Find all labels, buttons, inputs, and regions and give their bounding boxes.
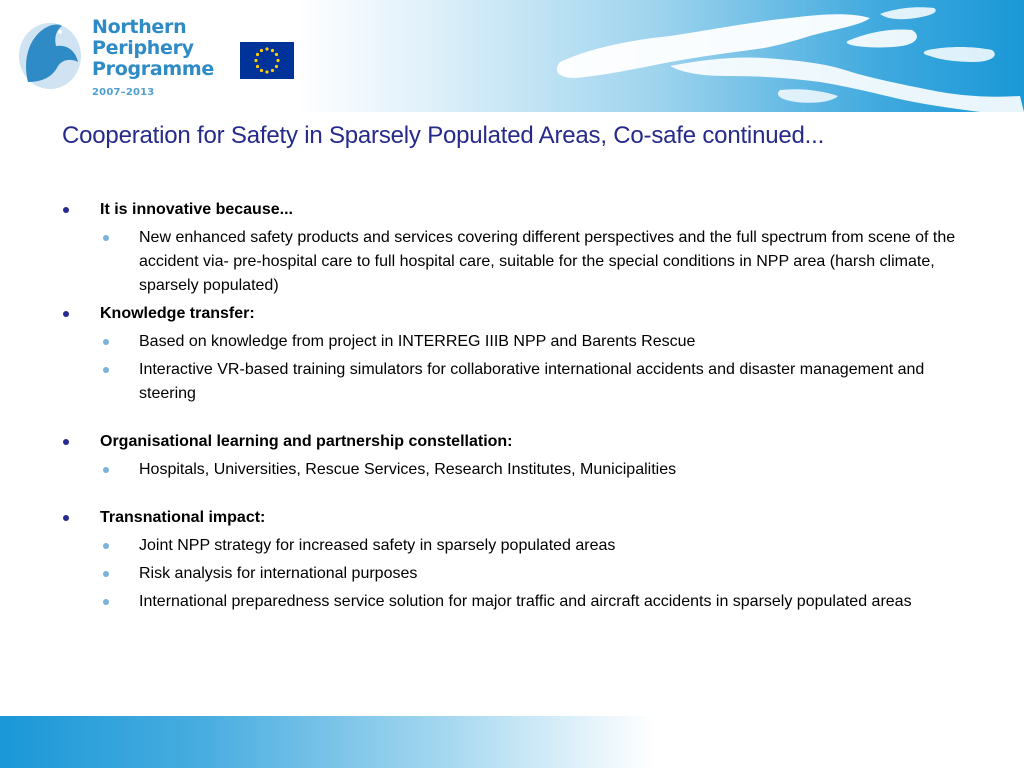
section-knowledge-transfer — [60, 302, 980, 406]
bullet-heading: Organisational learning and partnership constellation: — [60, 430, 980, 454]
footer-bar — [0, 716, 1024, 768]
npp-bird-logo-icon — [16, 12, 90, 94]
bullet-content — [60, 198, 980, 618]
npp-logo — [16, 12, 216, 104]
sub-bullet: Risk analysis for international purposes — [60, 562, 980, 586]
section-transnational-impact — [60, 506, 980, 614]
section-innovative — [60, 198, 980, 298]
bullet-heading: Knowledge transfer: — [60, 302, 980, 326]
page-title: Cooperation for Safety in Sparsely Populated Areas, Co-safe continued... — [62, 122, 825, 149]
sub-bullet: Hospitals, Universities, Rescue Services, Research Institutes, Municipalities — [60, 458, 980, 482]
europe-map-icon — [520, 0, 1024, 112]
logo-wordmark-line3: Programme — [92, 58, 214, 80]
sub-bullet: Interactive VR-based training simulators for collaborative international accidents and disaster management and steering — [60, 358, 980, 406]
section-organisational-learning — [60, 430, 980, 482]
sub-bullet: Based on knowledge from project in INTERREG IIIB NPP and Barents Rescue — [60, 330, 980, 354]
eu-flag-icon — [240, 42, 294, 79]
logo-wordmark-line1: Northern — [92, 16, 187, 38]
sub-bullet: Joint NPP strategy for increased safety in sparsely populated areas — [60, 534, 980, 558]
sub-bullet: New enhanced safety products and services covering different perspectives and the full spectrum from scene of the accident via- pre-hospital care to full hospital care, suitable for the special conditions in NPP area (harsh climate, sparsely populated) — [60, 226, 980, 298]
bullet-heading: Transnational impact: — [60, 506, 980, 530]
sub-bullet: International preparedness service solution for major traffic and aircraft accidents in sparsely populated areas — [60, 590, 980, 614]
bullet-heading: It is innovative because... — [60, 198, 980, 222]
logo-wordmark-line2: Periphery — [92, 37, 194, 59]
logo-years: 2007–2013 — [92, 87, 155, 98]
